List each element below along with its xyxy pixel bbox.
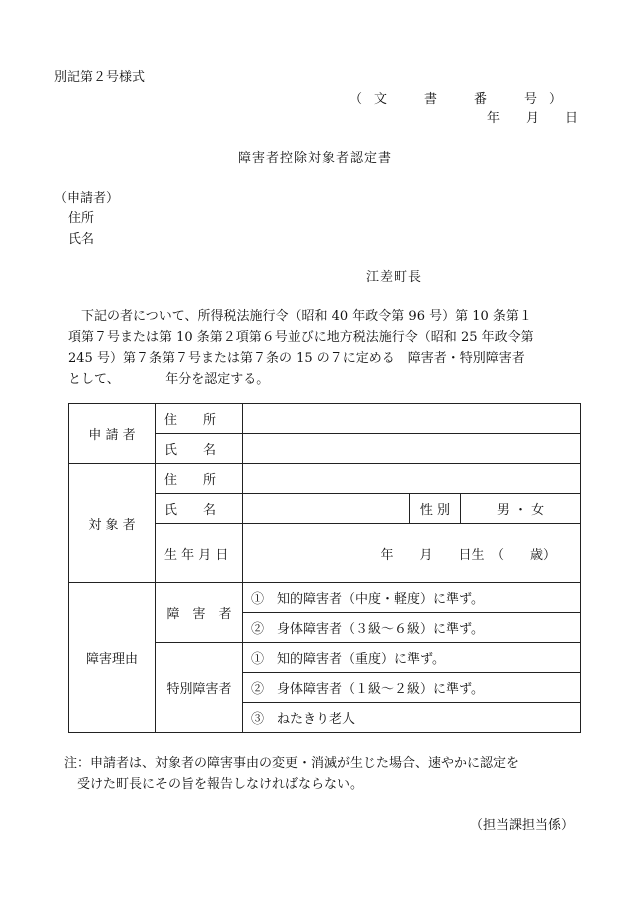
note-line: 受けた町長にその旨を報告しなければならない。 <box>64 777 364 792</box>
certification-table <box>68 403 581 733</box>
table-row <box>69 583 581 613</box>
applicant-name-input[interactable] <box>243 434 581 464</box>
applicant-section-head: 申 請 者 <box>69 404 156 464</box>
form-number: 別記第２号様式 <box>54 70 146 85</box>
birthdate-label: 生 年 月 日 <box>156 524 243 583</box>
note-line: 注：申請者は、対象者の障害事由の変更・消滅が生じた場合、速やかに認定を <box>64 756 520 771</box>
applicant-name-cell: 氏 名 <box>156 434 243 464</box>
department: （担当課担当係） <box>469 818 574 833</box>
target-section-head: 対 象 者 <box>69 464 156 583</box>
gender-value[interactable]: 男 ・ 女 <box>461 494 581 524</box>
body-line: 245 号）第７条第７号または第７条の 15 の７に定める 障害者・特別障害者 <box>68 351 525 366</box>
target-name-input[interactable] <box>243 494 410 524</box>
body-text <box>68 306 588 390</box>
gender-label: 性 別 <box>410 494 461 524</box>
option-physical-1-2[interactable]: ② 身体障害者（１級～２級）に準ず。 <box>243 673 581 703</box>
applicant-address-label: 住所 <box>68 211 95 226</box>
body-line: として、 年分を認定する。 <box>68 372 270 387</box>
option-intellectual-moderate[interactable]: ① 知的障害者（中度・軽度）に準ず。 <box>243 583 581 613</box>
applicant-address-cell: 住 所 <box>156 404 243 434</box>
option-physical-3-6[interactable]: ② 身体障害者（３級～６級）に準ず。 <box>243 613 581 643</box>
document-title: 障害者控除対象者認定書 <box>237 151 392 166</box>
document-number: （文 書 番 号） <box>348 92 574 107</box>
option-intellectual-severe[interactable]: ① 知的障害者（重度）に準ず。 <box>243 643 581 673</box>
target-name-cell: 氏 名 <box>156 494 243 524</box>
option-bedridden-elderly[interactable]: ③ ねたきり老人 <box>243 703 581 733</box>
disabled-label: 障 害 者 <box>156 583 243 643</box>
table-row <box>69 404 581 434</box>
applicant-address-input[interactable] <box>243 404 581 434</box>
special-label: 特別障害者 <box>156 643 243 733</box>
date-line: 年 月 日 <box>486 111 578 126</box>
body-line: 下記の者について、所得税法施行令（昭和 40 年政令第 96 号）第 10 条第１ <box>68 309 532 324</box>
birthdate-value[interactable]: 年 月 日生 （ 歳） <box>243 524 581 583</box>
target-address-input[interactable] <box>243 464 581 494</box>
table-row <box>69 464 581 494</box>
note <box>64 753 586 795</box>
reason-section-head: 障害理由 <box>69 583 156 733</box>
target-address-cell: 住 所 <box>156 464 243 494</box>
body-line: 項第７号または第 10 条第２項第６号並びに地方税法施行令（昭和 25 年政令第 <box>68 330 534 345</box>
applicant-name-label: 氏名 <box>68 232 95 247</box>
applicant-heading: （申請者） <box>54 191 120 206</box>
issuer: 江差町長 <box>366 270 423 285</box>
